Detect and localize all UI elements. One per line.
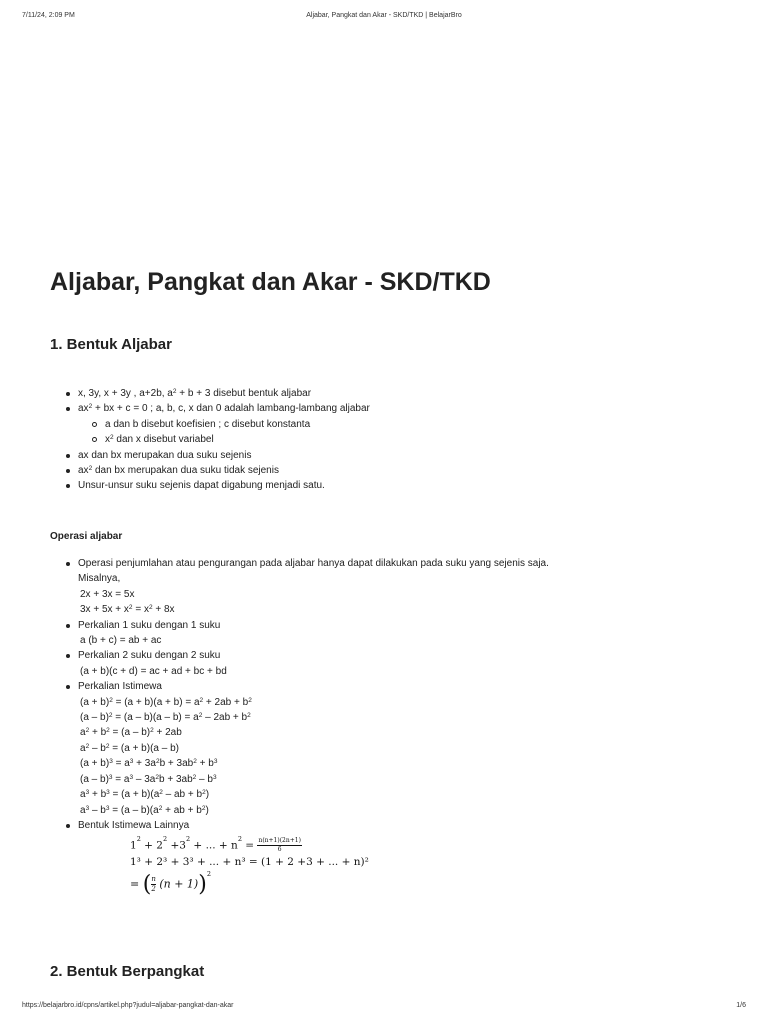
operasi-aljabar-list xyxy=(50,556,549,833)
bentuk-aljabar-list xyxy=(50,386,370,494)
print-footer xyxy=(22,1002,746,1014)
text-line: $a^3 + b^3 = (a + b)(a^2$ – ab + $b^2$) xyxy=(80,789,210,801)
list-item: Perkalian 1 suku dengan 1 suku xyxy=(50,618,549,633)
list-item: x, 3y, x + 3y , a+2b, $a^2 + b + 3$ disebut bentuk aljabar xyxy=(50,386,370,401)
text-line: $3x + 5x + x^2 = x^2 + 8x$ xyxy=(80,604,175,616)
print-page-number: 1/6 xyxy=(736,1002,746,1009)
sub-list-item: a dan b disebut koefisien ; c disebut konstanta xyxy=(50,417,370,432)
print-datetime: 7/11/24, 2:09 PM xyxy=(22,12,75,19)
section-heading-bentuk-berpangkat: 2. Bentuk Berpangkat xyxy=(50,963,205,980)
formula-sum-of-cubes: 1³ + 2³ + 3³ + ... + n³ = (1 + 2 +3 + ... + n)² xyxy=(130,856,369,868)
text-line: (a + b)(c + d) = ac + ad + bc + bd xyxy=(80,665,227,677)
page-title: Aljabar, Pangkat dan Akar - SKD/TKD xyxy=(50,268,491,296)
list-item: Unsur-unsur suku sejenis dapat digabung menjadi satu. xyxy=(50,478,370,493)
fraction: $\frac{n(n+1)(2n+1)}{6}$ xyxy=(258,837,301,853)
list-item: Perkalian 2 suku dengan 2 suku xyxy=(50,648,549,663)
formula-sum-of-cubes-closed-form: = ( $\frac{n}{2}$ (n + 1))$^2$ xyxy=(130,870,211,897)
print-header xyxy=(22,12,746,24)
list-item: $ax^2$ dan bx merupakan dua suku tidak sejenis xyxy=(50,463,370,478)
fraction: $\frac{n}{2}$ xyxy=(151,875,156,893)
list-item: Bentuk Istimewa Lainnya xyxy=(50,818,549,833)
text-line: 2x + 3x = 5x xyxy=(80,588,135,600)
list-item: Perkalian Istimewa xyxy=(50,679,549,694)
text-line: $a^2 + b^2 = (a - b)^2 + 2ab$ xyxy=(80,727,182,739)
print-doc-title: Aljabar, Pangkat dan Akar - SKD/TKD | BelajarBro xyxy=(306,12,462,19)
subsection-heading-operasi-aljabar: Operasi aljabar xyxy=(50,531,123,542)
text-line: $(a - b)^3 = a^3 - 3a^2b + 3ab^2 - b^3$ xyxy=(80,773,217,785)
text-line: Misalnya, xyxy=(78,573,121,585)
list-item: $ax^2$ + bx + c = 0 ; a, b, c, x dan 0 adalah lambang-lambang aljabar xyxy=(50,401,370,416)
section-heading-bentuk-aljabar: 1. Bentuk Aljabar xyxy=(50,336,172,353)
text-line: $(a - b)^2 = (a - b)(a - b) = a^2 - 2ab + b^2$ xyxy=(80,712,251,724)
list-item: ax dan bx merupakan dua suku sejenis xyxy=(50,448,370,463)
print-url: https://belajarbro.id/cpns/artikel.php?judul=aljabar-pangkat-dan-akar xyxy=(22,1002,234,1009)
text-line: a (b + c) = ab + ac xyxy=(80,635,162,647)
text-line: $(a + b)^3 = a^3 + 3a^2b + 3ab^2 + b^3$ xyxy=(80,758,218,770)
text-line: $(a + b)^2 = (a + b)(a + b) = a^2 + 2ab + b^2$ xyxy=(80,696,252,708)
text-line: $a^2 - b^2 = (a + b)(a - b)$ xyxy=(80,742,179,754)
list-item: Operasi penjumlahan atau pengurangan pada aljabar hanya dapat dilakukan pada suku yang sejenis saja. xyxy=(50,556,549,571)
text-line: $a^3 - b^3 = (a - b)(a^2$ + ab + $b^2$) xyxy=(80,804,209,816)
sub-list-item: $x^2$ dan x disebut variabel xyxy=(50,432,370,447)
formula-sum-of-squares: $1^2 + 2^2 +3^2$ + ... + $n^2$ = $\frac{n(n+1)(2n+1)}{6}$ xyxy=(130,835,301,853)
